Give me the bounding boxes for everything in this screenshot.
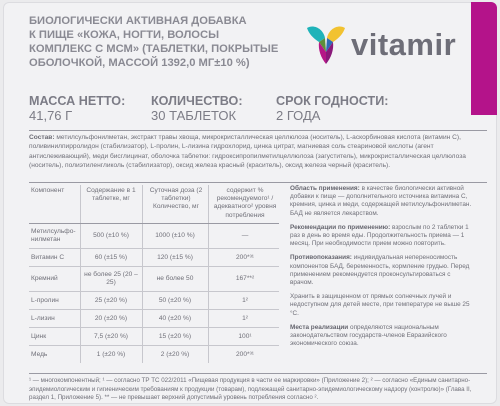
column-separator [142, 224, 143, 248]
title-line: К ПИЩЕ «КОЖА, НОГТИ, ВОЛОСЫ [29, 29, 220, 41]
column-separator [80, 224, 81, 248]
shelf-life [276, 94, 389, 124]
column-separator [208, 267, 209, 291]
table-row [29, 292, 279, 310]
table-cell: L-пролин [31, 296, 59, 304]
table-cell: 40 (±20 %) [158, 314, 192, 322]
column-separator [208, 185, 209, 223]
title-line: КОМПЛЕКС С МСМ» (ТАБЛЕТКИ, ПОКРЫТЫЕ [29, 43, 279, 55]
table-header [29, 185, 279, 224]
column-separator [208, 328, 209, 345]
net-weight [29, 94, 125, 124]
column-separator [142, 292, 143, 309]
brand-name: vitamir [351, 26, 457, 62]
table-cell: не более 25 (20 – 25) [84, 271, 138, 286]
usage-heading: Места реализации [290, 323, 349, 331]
shelf-life-value: 2 ГОДА [276, 108, 321, 123]
table-cell: 500 (±10 %) [93, 232, 129, 239]
usage-text: взрослым по 2 таблетки 1 раз в день во время еды. Продолжительность приема — 1 месяц. При необходимости прием можно повторить. [290, 223, 469, 248]
column-separator [80, 310, 81, 327]
product-title [29, 14, 309, 70]
product-stats [29, 94, 467, 126]
column-separator [80, 346, 81, 363]
table-cell: Кремний [31, 275, 58, 282]
column-separator [142, 310, 143, 327]
usage-heading: Рекомендации по применению: [290, 223, 391, 231]
table-cell: 1 (±20 %) [96, 350, 126, 358]
column-separator [208, 249, 209, 266]
column-separator [80, 292, 81, 309]
vitamir-logo-icon [305, 22, 347, 66]
table-cell: 20 (±20 %) [94, 314, 128, 322]
usage-paragraph [290, 293, 475, 318]
table-row [29, 224, 279, 249]
column-separator [208, 292, 209, 309]
column-separator [142, 185, 143, 223]
composition [29, 133, 481, 171]
divider [29, 130, 487, 131]
column-separator [80, 328, 81, 345]
table-cell: 1² [242, 296, 248, 304]
table-cell: Метилсульфо-нилметан [31, 228, 76, 243]
usage-text: индивидуальная непереносимость компонентов БАД, беременность, кормление грудью. Перед применением рекомендуется проконсультироваться с врачом. [290, 254, 470, 287]
table-cell: Цинк [31, 332, 47, 340]
table-cell: 25 (±20 %) [94, 296, 128, 304]
usage-heading: Противопоказания: [290, 254, 352, 262]
table-row [29, 249, 279, 267]
net-weight-value: 41,76 Г [29, 108, 73, 123]
column-header: Суточная доза (2 таблетки) Количество, мг [149, 187, 203, 211]
quantity [151, 94, 243, 124]
table-cell: 50 (±20 %) [158, 296, 192, 304]
column-separator [142, 267, 143, 291]
column-header: Содержание в 1 таблетке, мг [86, 187, 136, 203]
column-separator [142, 346, 143, 363]
title-line: БИОЛОГИЧЕСКИ АКТИВНАЯ ДОБАВКА [29, 15, 247, 27]
shelf-life-label: СРОК ГОДНОСТИ: [276, 94, 389, 108]
usage-paragraph [290, 224, 475, 249]
title-line: ОБОЛОЧКОЙ, МАССОЙ 1392,0 МГ±10 %) [29, 57, 250, 69]
table-cell: 60 (±15 %) [94, 253, 128, 261]
divider [29, 182, 487, 183]
usage-text: определяются национальным законодательством государств-членов Евразийского экономического союза. [290, 323, 447, 348]
table-cell: не более 50 [156, 275, 194, 282]
table-cell: 200*³¹ [236, 253, 254, 261]
product-label-panel [3, 2, 497, 404]
table-cell: 1000 (±10 %) [155, 232, 195, 239]
table-cell: 7,5 (±20 %) [93, 332, 129, 340]
column-separator [208, 224, 209, 248]
table-cell: L-лизин [31, 314, 55, 322]
composition-label: Состав: [29, 134, 55, 141]
usage-heading: Область применения: [290, 185, 360, 192]
usage-paragraph [290, 254, 475, 287]
quantity-value: 30 ТАБЛЕТОК [151, 108, 237, 123]
usage-text: Хранить в защищенном от прямых солнечных лучей и недоступном для детей месте, при температуре не выше 25 °С. [290, 293, 470, 317]
table-row [29, 310, 279, 328]
table-row [29, 346, 279, 363]
column-separator [80, 185, 81, 223]
table-row [29, 267, 279, 292]
table-cell: — [241, 232, 249, 239]
table-cell: 1² [242, 314, 248, 322]
column-header: содержит % рекомендуемого¹ /адекватного² уровня потребления [213, 187, 277, 219]
table-cell: 2 (±20 %) [160, 350, 190, 358]
footnote: ¹ — многокомпонентный; ¹ — согласно ТР ТС 022/2011 «Пищевая продукция в части ее маркировки» (Приложение 2); ² — согласно «Единым санитарно-эпидемиологическим и гигиеническим требованиям к продукции (товарам), подлежащей санитарно-эпидемиологическому надзору (контролю)» (Глава II, раздел 1, Приложение 5). ** — не превышает верхний допустимый уровень потребления согласно ². [29, 377, 472, 402]
table-cell: Медь [31, 350, 48, 358]
table-cell: 100¹ [238, 332, 252, 340]
divider [29, 373, 487, 374]
table-cell: 15 (±20 %) [158, 332, 192, 340]
column-separator [208, 346, 209, 363]
brand-logo [305, 22, 456, 66]
net-weight-label: МАССА НЕТТО: [29, 94, 126, 108]
column-separator [142, 249, 143, 266]
column-separator [142, 328, 143, 345]
usage-info [290, 185, 475, 354]
nutrient-table [29, 185, 279, 363]
usage-paragraph [290, 185, 475, 218]
table-row [29, 328, 279, 346]
magenta-accent-bar [471, 2, 497, 115]
table-cell: 120 (±15 %) [157, 253, 193, 261]
column-separator [208, 310, 209, 327]
table-cell: 200*³¹ [236, 350, 254, 358]
usage-paragraph [290, 324, 475, 349]
quantity-label: КОЛИЧЕСТВО: [151, 94, 243, 108]
table-cell: Витамин С [31, 253, 65, 261]
column-header: Компонент [31, 187, 65, 194]
column-separator [80, 249, 81, 266]
usage-text: в качестве биологически активной добавки к пище — дополнительного источника витамина С, кремния, цинка и меди, содержащей метилсульфонилметан. БАД не является лекарством. [290, 185, 472, 217]
composition-text: метилсульфонилметан, экстракт травы хвоща, микрокристаллическая целлюлоза (носитель), L-аскорбиновая кислота (витамин С), поливинилпирролидон (стабилизатор), L-пролин, L-лизина гидрохлорид, цинка цитрат, магниевая соль стеариновой кислоты (агент антислеживающий), меди бисглицинат, оболочка таблетки: гидроксипропилметилцеллюлоза (загуститель), микрокристаллическая целлюлоза (носитель), полиэтиленгликоль (стабилизатор), оксид железа красный (краситель), оксид железа черный (краситель). [29, 134, 466, 170]
table-cell: 167**² [235, 275, 255, 282]
column-separator [80, 267, 81, 291]
